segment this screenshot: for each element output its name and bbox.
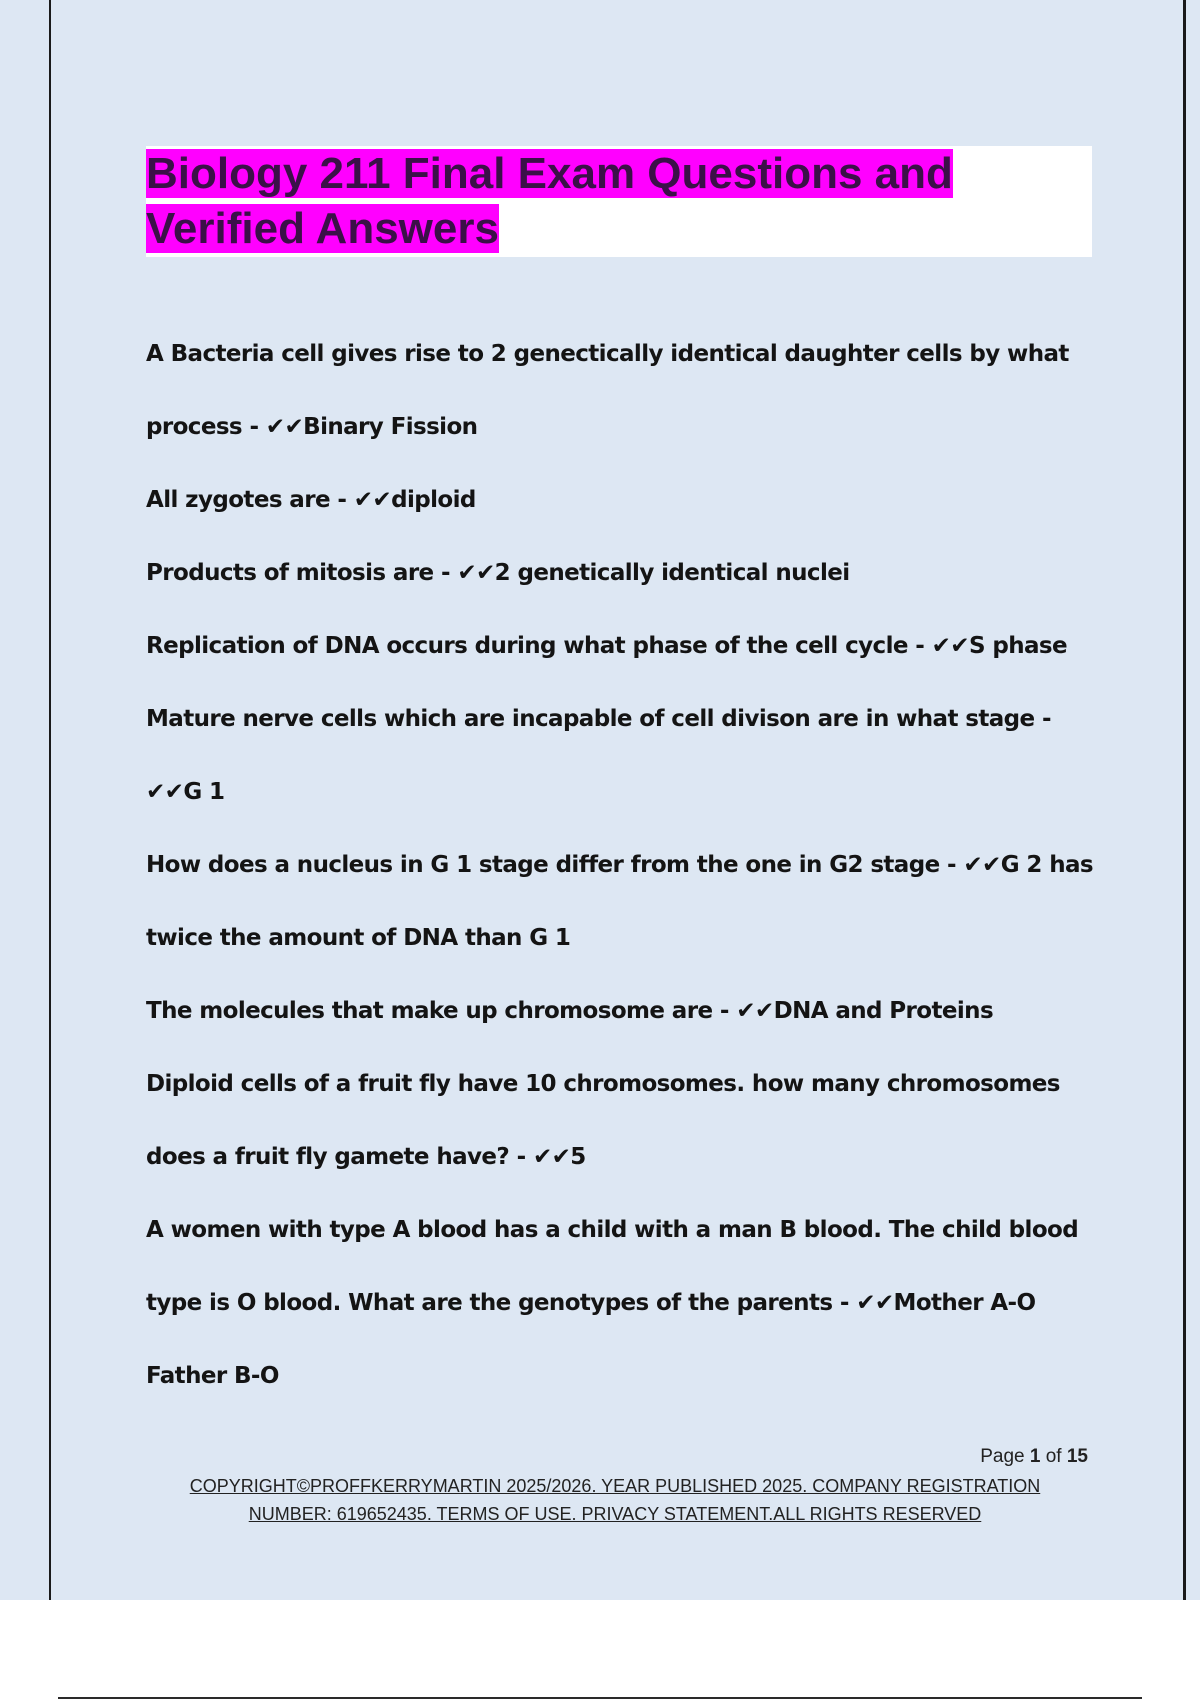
double-check-icon: ✔✔ <box>856 1290 894 1316</box>
qa-item <box>146 537 1096 610</box>
separator: - <box>907 633 932 659</box>
page-current: 1 <box>1029 1446 1041 1467</box>
qa-item <box>146 318 1096 464</box>
question-text: All zygotes are <box>146 487 330 513</box>
answer-text: Binary Fission <box>303 414 478 440</box>
double-check-icon: ✔✔ <box>265 414 304 440</box>
copyright-line: NUMBER: 619652435. TERMS OF USE. PRIVACY STATEMENT.ALL RIGHTS RESERVED <box>248 1504 982 1524</box>
separator: - <box>242 414 266 440</box>
question-text: Diploid cells of a fruit fly have 10 chromosomes. how many chromosomes does a fruit fly gamete have? <box>146 1071 1060 1170</box>
double-check-icon: ✔✔ <box>457 560 495 586</box>
question-text: Mature nerve cells which are incapable of cell divison are in what stage <box>146 706 1035 732</box>
qa-item <box>146 464 1096 537</box>
answer-text: 2 genetically identical nuclei <box>494 560 850 586</box>
question-text: The molecules that make up chromosome are <box>146 998 713 1024</box>
qa-item <box>146 610 1096 683</box>
separator: - <box>712 998 737 1024</box>
qa-item <box>146 1194 1096 1413</box>
separator: - <box>329 487 354 513</box>
qa-item <box>146 1048 1096 1194</box>
qa-item <box>146 975 1096 1048</box>
document-title <box>146 146 1066 256</box>
question-text: Products of mitosis are <box>146 560 434 586</box>
answer-text: G 2 has twice the amount of DNA than G 1 <box>146 852 1093 951</box>
page-label: Page <box>980 1446 1025 1467</box>
answer-text: Mother A-O Father B-O <box>146 1290 1036 1389</box>
double-check-icon: ✔✔ <box>532 1144 571 1170</box>
double-check-icon: ✔✔ <box>353 487 392 513</box>
answer-text: diploid <box>391 487 476 513</box>
separator: - <box>939 852 964 878</box>
document-title-text: Biology 211 Final Exam Questions and Verified Answers <box>146 149 953 253</box>
separator: - <box>433 560 458 586</box>
qa-item <box>146 829 1096 975</box>
page-number <box>980 1446 1088 1468</box>
double-check-icon: ✔✔ <box>931 633 969 659</box>
double-check-icon: ✔✔ <box>963 852 1001 878</box>
answer-text: G 1 <box>183 779 225 805</box>
page-of: of <box>1045 1446 1062 1467</box>
qa-list <box>146 318 1096 1413</box>
qa-item <box>146 683 1096 829</box>
answer-text: DNA and Proteins <box>773 998 994 1024</box>
question-text: How does a nucleus in G 1 stage differ from the one in G2 stage <box>146 852 940 878</box>
answer-text: 5 <box>570 1144 586 1170</box>
right-border-line <box>1183 0 1186 1600</box>
answer-text: S phase <box>968 633 1067 659</box>
question-text: A women with type A blood has a child with a man B blood. The child blood type is O blood. What are the genotypes of the parents <box>146 1217 1079 1316</box>
separator: - <box>509 1144 533 1170</box>
question-text: Replication of DNA occurs during what phase of the cell cycle <box>146 633 908 659</box>
left-border-line <box>49 0 51 1600</box>
page-total: 15 <box>1066 1446 1088 1467</box>
question-text: A Bacteria cell gives rise to 2 genectically identical daughter cells by what process <box>146 341 1069 440</box>
next-page-top-rule <box>58 1697 1142 1699</box>
separator: - <box>832 1290 857 1316</box>
separator: - <box>1034 706 1051 732</box>
double-check-icon: ✔✔ <box>736 998 774 1024</box>
double-check-icon: ✔✔ <box>146 779 184 805</box>
copyright-notice <box>140 1472 1090 1528</box>
copyright-line: COPYRIGHT©PROFFKERRYMARTIN 2025/2026. YEAR PUBLISHED 2025. COMPANY REGISTRATION <box>189 1476 1041 1496</box>
